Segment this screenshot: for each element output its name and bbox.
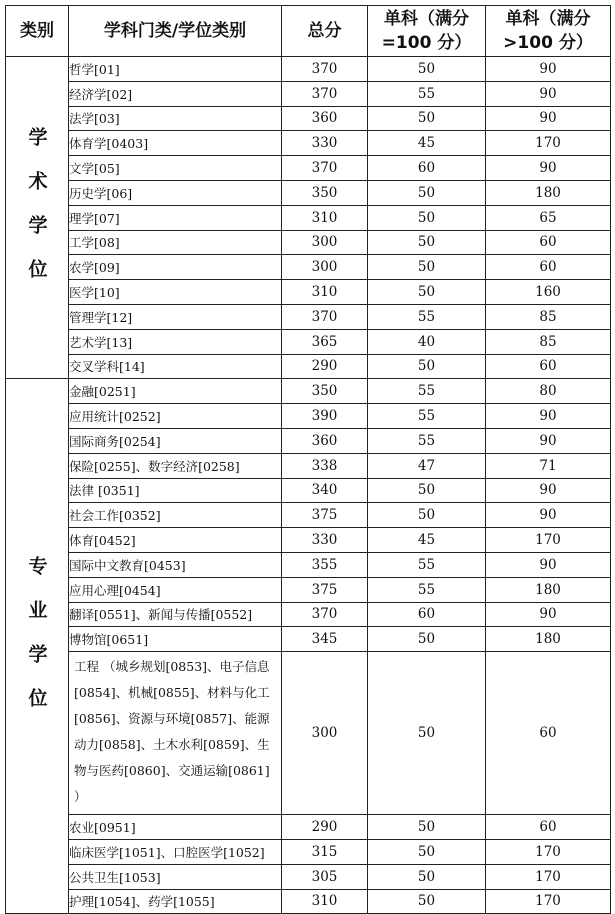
total-cell: 350 <box>282 180 368 205</box>
single-over-100-cell: 60 <box>486 255 611 280</box>
total-cell: 300 <box>282 255 368 280</box>
single-100-cell: 50 <box>368 652 486 815</box>
total-cell: 310 <box>282 280 368 305</box>
single-over-100-cell: 90 <box>486 602 611 627</box>
single-over-100-cell: 170 <box>486 131 611 156</box>
single-100-cell: 40 <box>368 329 486 354</box>
table-row <box>6 453 611 478</box>
single-100-cell: 50 <box>368 205 486 230</box>
single-100-cell: 50 <box>368 354 486 379</box>
subject-cell: 公共卫生[1053] <box>69 864 282 889</box>
header-subject: 学科门类/学位类别 <box>69 6 282 57</box>
subject-cell: 金融[0251] <box>69 379 282 404</box>
professional-category-cell <box>6 379 69 914</box>
table-row <box>6 577 611 602</box>
total-cell: 390 <box>282 404 368 429</box>
single-100-cell: 50 <box>368 230 486 255</box>
total-cell: 330 <box>282 528 368 553</box>
table-row <box>6 552 611 577</box>
total-cell: 360 <box>282 428 368 453</box>
subject-cell: 文学[05] <box>69 156 282 181</box>
table-row <box>6 205 611 230</box>
table-row <box>6 528 611 553</box>
single-100-cell: 50 <box>368 839 486 864</box>
single-over-100-cell: 180 <box>486 627 611 652</box>
single-100-cell: 50 <box>368 889 486 914</box>
single-over-100-cell: 90 <box>486 428 611 453</box>
total-cell: 350 <box>282 379 368 404</box>
total-cell: 355 <box>282 552 368 577</box>
single-over-100-cell: 170 <box>486 839 611 864</box>
single-over-100-cell: 60 <box>486 652 611 815</box>
header-single-over-100: 单科（满分>100 分） <box>486 6 611 57</box>
single-over-100-cell: 90 <box>486 156 611 181</box>
single-100-cell: 50 <box>368 180 486 205</box>
single-over-100-cell: 85 <box>486 304 611 329</box>
single-over-100-cell: 85 <box>486 329 611 354</box>
single-100-cell: 55 <box>368 304 486 329</box>
single-100-cell: 55 <box>368 552 486 577</box>
subject-cell: 临床医学[1051]、口腔医学[1052] <box>69 839 282 864</box>
single-100-cell: 50 <box>368 478 486 503</box>
table-row <box>6 131 611 156</box>
total-cell: 338 <box>282 453 368 478</box>
header-category: 类别 <box>6 6 69 57</box>
total-cell: 370 <box>282 602 368 627</box>
table-row <box>6 379 611 404</box>
table-row <box>6 627 611 652</box>
total-cell: 370 <box>282 304 368 329</box>
subject-cell: 工程 （城乡规划[0853]、电子信息[0854]、机械[0855]、材料与化工[0856]、资源与环境[0857]、能源动力[0858]、土木水利[0859]、生物与医药[0860]、交通运输[0861] ） <box>69 652 282 815</box>
table-row <box>6 255 611 280</box>
total-cell: 300 <box>282 652 368 815</box>
table-row <box>6 329 611 354</box>
subject-cell: 国际商务[0254] <box>69 428 282 453</box>
single-over-100-cell: 170 <box>486 889 611 914</box>
single-over-100-cell: 90 <box>486 57 611 82</box>
subject-cell: 经济学[02] <box>69 81 282 106</box>
total-cell: 300 <box>282 230 368 255</box>
subject-cell: 交叉学科[14] <box>69 354 282 379</box>
table-row <box>6 354 611 379</box>
subject-cell: 应用统计[0252] <box>69 404 282 429</box>
subject-cell: 农业[0951] <box>69 815 282 840</box>
single-over-100-cell: 90 <box>486 478 611 503</box>
subject-cell: 艺术学[13] <box>69 329 282 354</box>
total-cell: 375 <box>282 503 368 528</box>
single-100-cell: 50 <box>368 106 486 131</box>
single-100-cell: 60 <box>368 156 486 181</box>
single-over-100-cell: 90 <box>486 404 611 429</box>
single-100-cell: 55 <box>368 379 486 404</box>
table-row <box>6 478 611 503</box>
subject-cell: 法学[03] <box>69 106 282 131</box>
total-cell: 375 <box>282 577 368 602</box>
table-row <box>6 503 611 528</box>
subject-cell: 体育[0452] <box>69 528 282 553</box>
single-100-cell: 50 <box>368 503 486 528</box>
total-cell: 330 <box>282 131 368 156</box>
table-row <box>6 106 611 131</box>
total-cell: 340 <box>282 478 368 503</box>
single-100-cell: 55 <box>368 577 486 602</box>
total-cell: 370 <box>282 156 368 181</box>
total-cell: 305 <box>282 864 368 889</box>
subject-cell: 法律 [0351] <box>69 478 282 503</box>
table-row <box>6 156 611 181</box>
table-row <box>6 652 611 815</box>
single-over-100-cell: 180 <box>486 180 611 205</box>
subject-cell: 哲学[01] <box>69 57 282 82</box>
table-row <box>6 602 611 627</box>
single-over-100-cell: 170 <box>486 864 611 889</box>
table-row <box>6 815 611 840</box>
table-row <box>6 889 611 914</box>
table-row <box>6 280 611 305</box>
table-row <box>6 57 611 82</box>
single-over-100-cell: 90 <box>486 106 611 131</box>
single-over-100-cell: 80 <box>486 379 611 404</box>
single-over-100-cell: 60 <box>486 815 611 840</box>
subject-cell: 历史学[06] <box>69 180 282 205</box>
table-row <box>6 304 611 329</box>
subject-cell: 翻译[0551]、新闻与传播[0552] <box>69 602 282 627</box>
single-over-100-cell: 90 <box>486 503 611 528</box>
table-row <box>6 428 611 453</box>
single-over-100-cell: 90 <box>486 81 611 106</box>
header-total: 总分 <box>282 6 368 57</box>
table-body <box>6 57 611 914</box>
total-cell: 360 <box>282 106 368 131</box>
total-cell: 290 <box>282 815 368 840</box>
header-single-100: 单科（满分=100 分） <box>368 6 486 57</box>
single-over-100-cell: 60 <box>486 354 611 379</box>
single-over-100-cell: 65 <box>486 205 611 230</box>
single-100-cell: 50 <box>368 815 486 840</box>
single-over-100-cell: 90 <box>486 552 611 577</box>
subject-cell: 国际中文教育[0453] <box>69 552 282 577</box>
single-100-cell: 50 <box>368 57 486 82</box>
single-over-100-cell: 160 <box>486 280 611 305</box>
subject-cell: 应用心理[0454] <box>69 577 282 602</box>
total-cell: 370 <box>282 81 368 106</box>
academic-category-label: 学术学位 <box>25 127 48 304</box>
single-100-cell: 55 <box>368 404 486 429</box>
academic-category-cell <box>6 57 69 379</box>
table-row <box>6 864 611 889</box>
single-100-cell: 50 <box>368 255 486 280</box>
single-100-cell: 55 <box>368 81 486 106</box>
single-100-cell: 50 <box>368 280 486 305</box>
single-100-cell: 55 <box>368 428 486 453</box>
total-cell: 370 <box>282 57 368 82</box>
single-over-100-cell: 60 <box>486 230 611 255</box>
single-100-cell: 50 <box>368 627 486 652</box>
table-row <box>6 180 611 205</box>
subject-cell: 护理[1054]、药学[1055] <box>69 889 282 914</box>
table-row <box>6 839 611 864</box>
total-cell: 365 <box>282 329 368 354</box>
total-cell: 290 <box>282 354 368 379</box>
single-100-cell: 47 <box>368 453 486 478</box>
subject-cell: 保险[0255]、数字经济[0258] <box>69 453 282 478</box>
total-cell: 345 <box>282 627 368 652</box>
subject-cell: 博物馆[0651] <box>69 627 282 652</box>
subject-cell: 理学[07] <box>69 205 282 230</box>
subject-cell: 体育学[0403] <box>69 131 282 156</box>
single-100-cell: 45 <box>368 131 486 156</box>
total-cell: 310 <box>282 889 368 914</box>
table-row <box>6 81 611 106</box>
table-row <box>6 404 611 429</box>
total-cell: 310 <box>282 205 368 230</box>
table-row <box>6 230 611 255</box>
subject-cell: 社会工作[0352] <box>69 503 282 528</box>
professional-category-label: 专业学位 <box>25 555 48 732</box>
subject-cell: 工学[08] <box>69 230 282 255</box>
subject-cell: 管理学[12] <box>69 304 282 329</box>
single-over-100-cell: 71 <box>486 453 611 478</box>
total-cell: 315 <box>282 839 368 864</box>
score-table <box>5 5 611 914</box>
header-row <box>6 6 611 57</box>
single-100-cell: 50 <box>368 864 486 889</box>
subject-cell: 医学[10] <box>69 280 282 305</box>
subject-cell: 农学[09] <box>69 255 282 280</box>
single-over-100-cell: 180 <box>486 577 611 602</box>
single-100-cell: 60 <box>368 602 486 627</box>
single-over-100-cell: 170 <box>486 528 611 553</box>
single-100-cell: 45 <box>368 528 486 553</box>
